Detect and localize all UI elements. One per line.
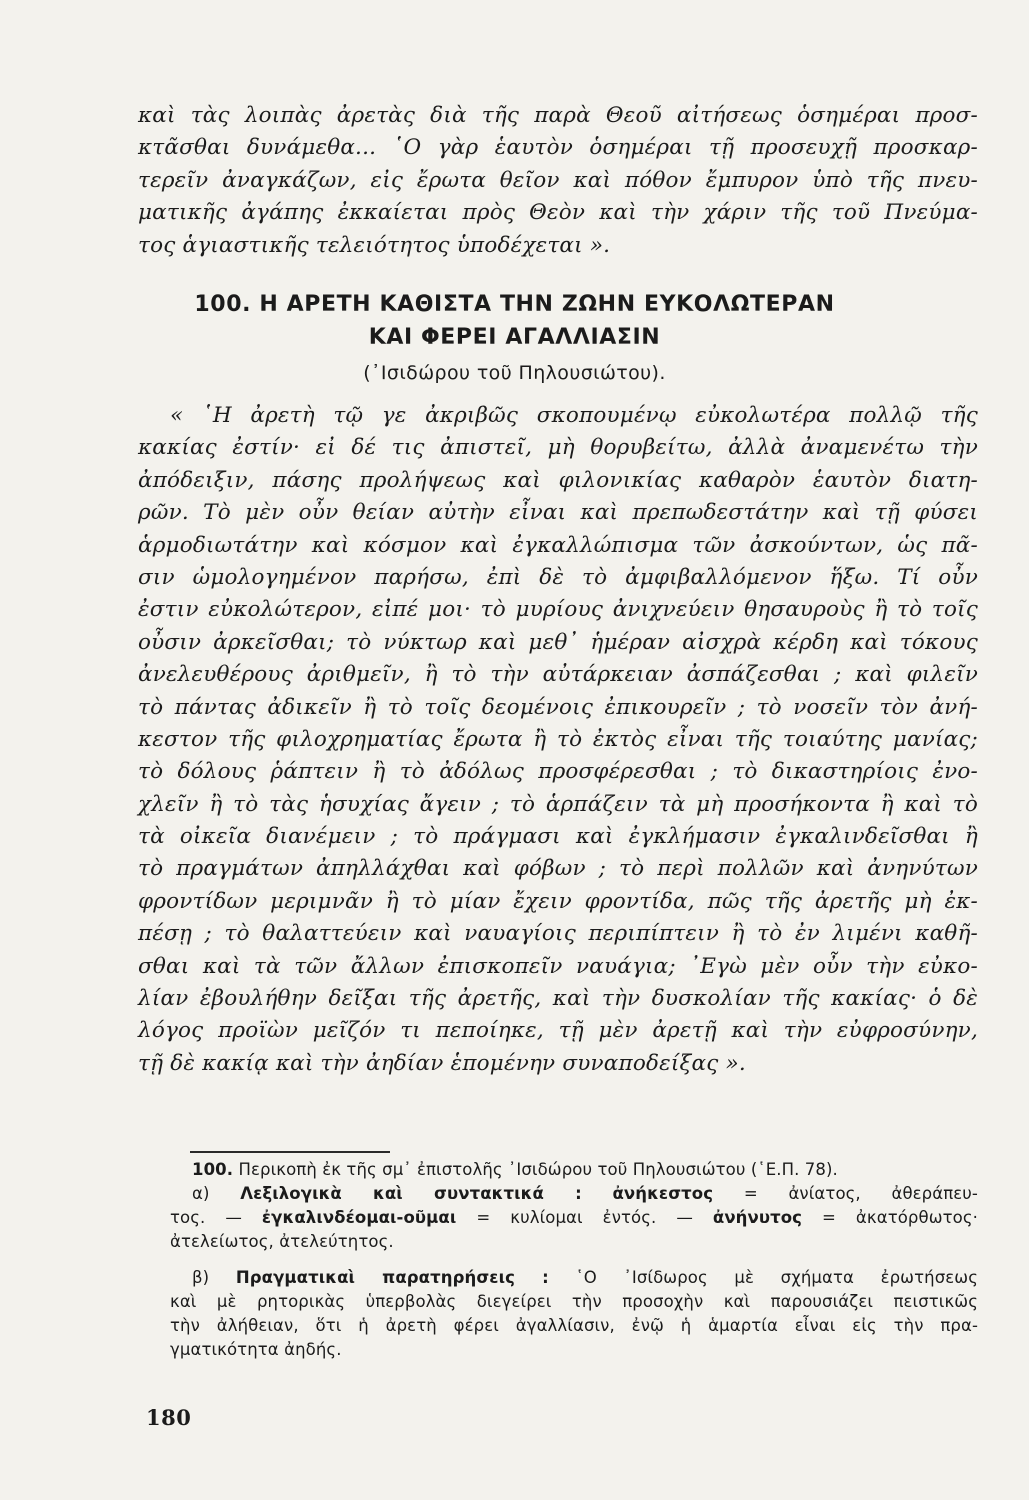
section-source: (᾿Ισιδώρου τοῦ Πηλουσιώτου). bbox=[363, 362, 666, 384]
text-line: ἀπόδειξιν, πάσης προλήψεως καὶ φιλονικίας καθαρὸν ἑαυτὸν διατη- bbox=[138, 467, 978, 493]
text-line: τὸ πάντας ἀδικεῖν ἢ τὸ τοῖς δεομένοις ἐπικουρεῖν ; τὸ νοσεῖν τὸν ἀνή- bbox=[138, 694, 978, 720]
footnote-a-marker: α) bbox=[192, 1184, 210, 1203]
body-text-top bbox=[138, 100, 978, 262]
glossary-term: ἐγκαλινδέομαι-οῦμαι bbox=[261, 1208, 457, 1227]
page-number: 180 bbox=[146, 1405, 192, 1430]
text-line: καὶ τὰς λοιπὰς ἀρετὰς διὰ τῆς παρὰ Θεοῦ αἰτήσεως ὁσημέραι προσ- bbox=[138, 103, 978, 128]
text-line: κεστον τῆς φιλοχρηματίας ἔρωτα ἢ τὸ ἐκτὸς εἶναι τῆς τοιαύτης μανίας; bbox=[138, 726, 978, 752]
text-line: λίαν ἐβουλήθην δεῖξαι τῆς ἀρετῆς, καὶ τὴν δυσκολίαν τῆς κακίας· ὁ δὲ bbox=[138, 986, 978, 1012]
text-line: κακίας ἐστίν· εἰ δέ τις ἀπιστεῖ, μὴ θορυβείτω, ἀλλὰ ἀναμενέτω τὴν bbox=[138, 435, 978, 461]
text-line: σθαι καὶ τὰ τῶν ἄλλων ἐπισκοπεῖν ναυάγια; ᾿Εγὼ μὲν οὖν τὴν εὐκο- bbox=[138, 953, 978, 979]
glossary-definition: = κυλίομαι ἐντός. — bbox=[476, 1208, 693, 1227]
footnote-source-line bbox=[170, 1158, 978, 1182]
text-line: πέσῃ ; τὸ θαλαττεύειν καὶ ναυαγίοις περιπίπτειν ἢ τὸ ἐν λιμένι καθῆ- bbox=[138, 921, 978, 947]
glossary-definition: τος. — bbox=[170, 1208, 242, 1227]
body-text-main bbox=[138, 400, 978, 1080]
text-line: τερεῖν ἀναγκάζων, εἰς ἔρωτα θεῖον καὶ πόθον ἔμπυρον ὑπὸ τῆς πνευ- bbox=[138, 167, 978, 193]
text-line: λόγος προϊὼν μεῖζόν τι πεποίηκε, τῇ μὲν ἀρετῇ καὶ τὴν εὐφροσύνην, bbox=[138, 1018, 978, 1044]
text-line: ἁρμοδιωτάτην καὶ κόσμον καὶ ἐγκαλλώπισμα τῶν ἀσκούντων, ὡς πᾶ- bbox=[138, 532, 978, 558]
footnote-b-label: Πραγματικαὶ παρατηρήσεις : bbox=[235, 1268, 549, 1287]
text-line: τος ἁγιαστικῆς τελειότητος ὑποδέχεται ». bbox=[138, 232, 611, 258]
text-line: ἐστιν εὐκολώτερον, εἰπέ μοι· τὸ μυρίους ἀνιχνεύειν θησαυροὺς ἢ τὸ τοῖς bbox=[138, 597, 978, 623]
text-line: τὸ πραγμάτων ἀπηλλάχθαι καὶ φόβων ; τὸ περὶ πολλῶν καὶ ἀνηνύτων bbox=[138, 856, 978, 882]
footnote-number: 100. bbox=[192, 1160, 234, 1179]
footnote-b-line3: τὴν ἀλήθειαν, ὅτι ἡ ἀρετὴ φέρει ἀγαλλίασιν, ἐνῷ ἡ ἁμαρτία εἶναι εἰς τὴν πρα- bbox=[170, 1316, 978, 1335]
footnote-b-text: ῾Ο ᾿Ισίδωρος μὲ σχήματα ἐρωτήσεως bbox=[575, 1268, 978, 1287]
footnote-b-marker: β) bbox=[192, 1268, 210, 1287]
footnote-a-line3: ἀτελείωτος, ἀτελεύτητος. bbox=[170, 1232, 394, 1251]
footnotes bbox=[170, 1158, 978, 1362]
text-line: τῇ δὲ κακίᾳ καὶ τὴν ἀηδίαν ἑπομένην συναποδείξας ». bbox=[138, 1050, 746, 1076]
glossary-term: ἀνήκεστος bbox=[612, 1184, 714, 1203]
section-heading-line1: 100. Η ΑΡΕΤΗ ΚΑΘΙΣΤΑ ΤΗΝ ΖΩΗΝ ΕΥΚΟΛΩΤΕΡΑΝ bbox=[194, 292, 835, 317]
text-line: τὰ οἰκεῖα διανέμειν ; τὸ πράγμασι καὶ ἐγκλήμασιν ἐγκαλινδεῖσθαι ἢ bbox=[138, 824, 978, 850]
text-line: ἀνελευθέρους ἀριθμεῖν, ἢ τὸ τὴν αὐτάρκειαν ἀσπάζεσθαι ; καὶ φιλεῖν bbox=[138, 662, 978, 688]
footnote-a-line1 bbox=[170, 1182, 978, 1206]
text-line: « ῾Η ἀρετὴ τῷ γε ἀκριβῶς σκοπουμένῳ εὐκολωτέρα πολλῷ τῆς bbox=[170, 403, 978, 428]
footnote-b-line2: καὶ μὲ ρητορικὰς ὑπερβολὰς διεγείρει τὴν προσοχὴν καὶ παρουσιάζει πειστικῶς bbox=[170, 1292, 978, 1311]
text-line: σιν ὡμολογημένον παρήσω, ἐπὶ δὲ τὸ ἀμφιβαλλόμενον ἥξω. Τί οὖν bbox=[138, 564, 978, 590]
glossary-term: ἀνήνυτος bbox=[712, 1208, 803, 1227]
text-line: κτᾶσθαι δυνάμεθα... ῾Ο γὰρ ἑαυτὸν ὁσημέραι τῇ προσευχῇ προσκαρ- bbox=[138, 135, 978, 161]
footnote-source-text: Περικοπὴ ἐκ τῆς σμ᾿ ἐπιστολῆς ᾿Ισιδώρου τοῦ Πηλουσιώτου (῾Ε.Π. 78). bbox=[238, 1160, 838, 1179]
glossary-definition: = ἀνίατος, ἀθεράπευ- bbox=[743, 1184, 978, 1203]
text-line: ματικῆς ἀγάπης ἐκκαίεται πρὸς Θεὸν καὶ τὴν χάριν τῆς τοῦ Πνεύμα- bbox=[138, 200, 978, 226]
text-line: φροντίδων μεριμνᾶν ἢ τὸ μίαν ἔχειν φροντίδα, πῶς τῆς ἀρετῆς μὴ ἐκ- bbox=[138, 888, 978, 914]
text-line: ρῶν. Τὸ μὲν οὖν θείαν αὐτὴν εἶναι καὶ πρεπωδεστάτην καὶ τῇ φύσει bbox=[138, 500, 978, 526]
text-line: οὖσιν ἀρκεῖσθαι; τὸ νύκτωρ καὶ μεθ᾿ ἡμέραν αἰσχρὰ κέρδη καὶ τόκους bbox=[138, 629, 978, 655]
glossary-definition: = ἀκατόρθωτος· bbox=[822, 1208, 978, 1227]
footnote-b-line4: γματικότητα ἀηδής. bbox=[170, 1340, 342, 1359]
section-heading-line2: ΚΑΙ ΦΕΡΕΙ ΑΓΑΛΛΙΑΣΙΝ bbox=[368, 325, 661, 350]
text-line: τὸ δόλους ῥάπτειν ἢ τὸ ἀδόλως προσφέρεσθαι ; τὸ δικαστηρίοις ἐνο- bbox=[138, 759, 978, 785]
footnote-a-line2 bbox=[170, 1206, 978, 1230]
footnote-b-line1 bbox=[170, 1266, 978, 1290]
text-line: χλεῖν ἢ τὸ τὰς ἡσυχίας ἄγειν ; τὸ ἁρπάζειν τὰ μὴ προσήκοντα ἢ καὶ τὸ bbox=[138, 791, 978, 817]
footnote-divider bbox=[190, 1151, 390, 1153]
footnote-a-label: Λεξιλογικὰ καὶ συντακτικά : bbox=[240, 1184, 582, 1203]
